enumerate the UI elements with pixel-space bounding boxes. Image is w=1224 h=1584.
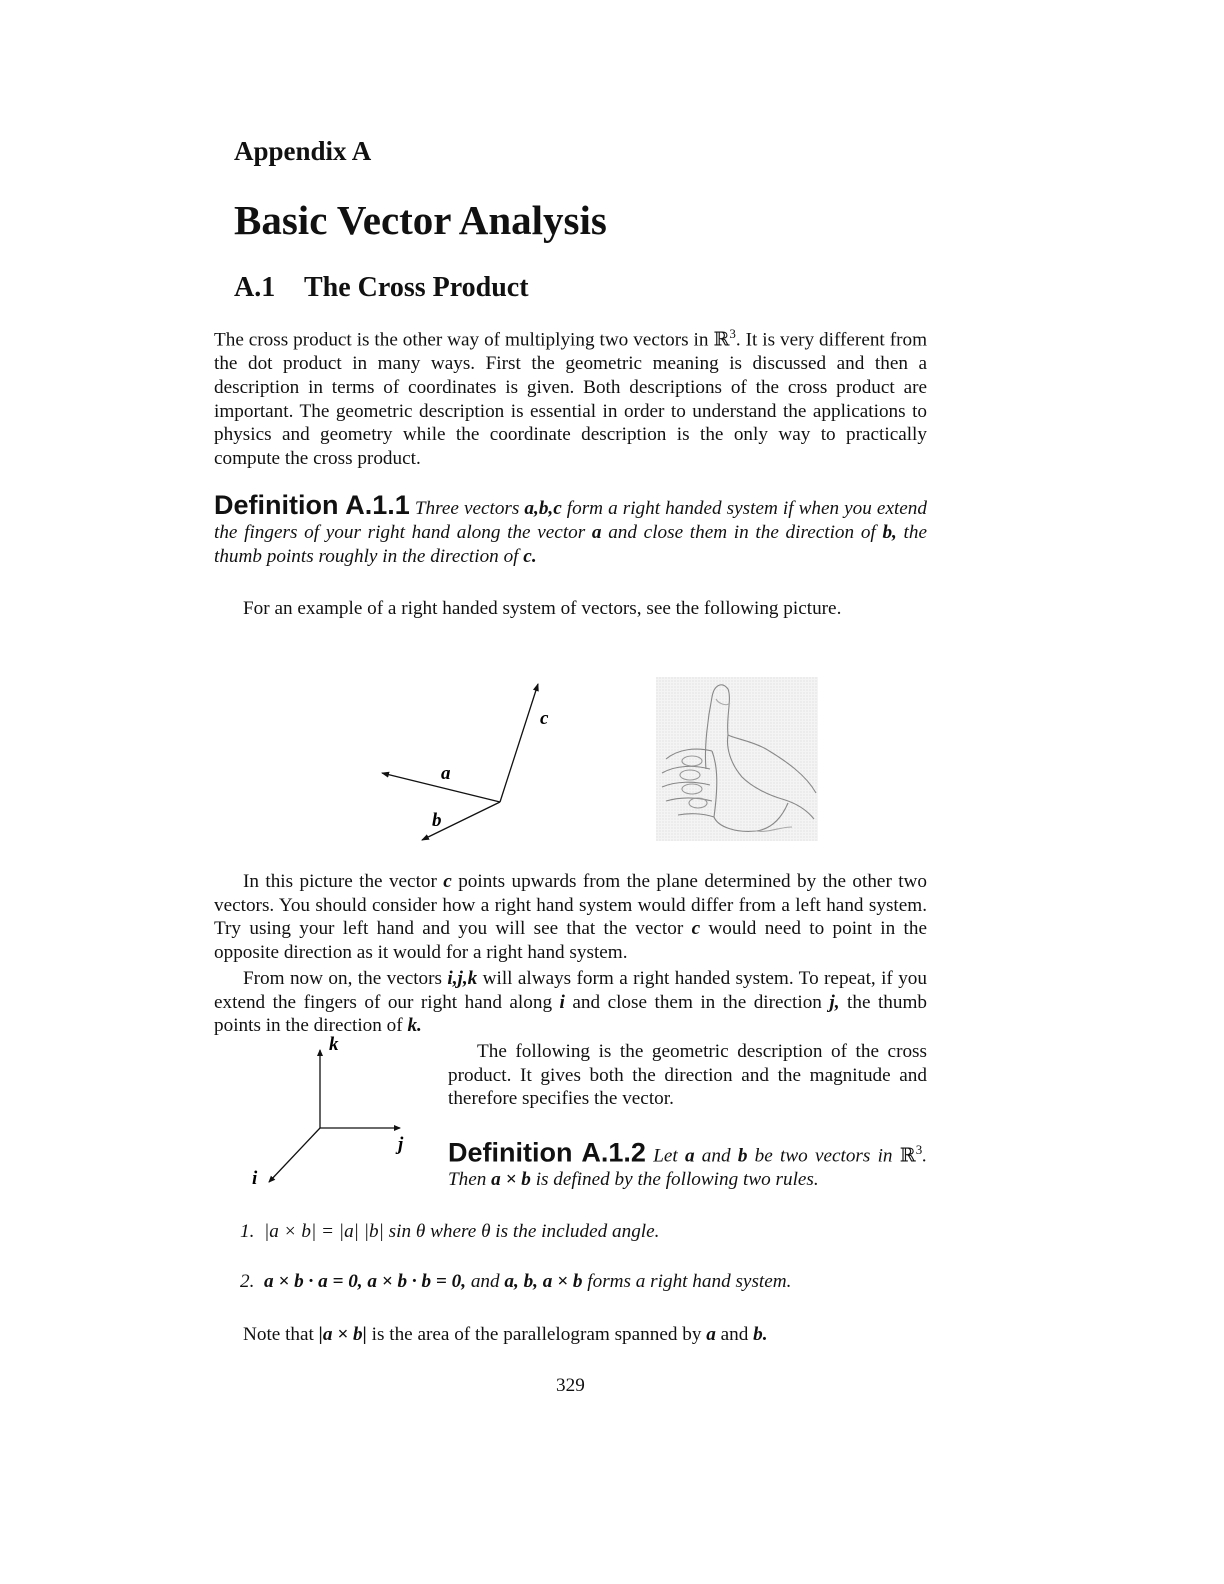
label-b: b <box>432 810 442 831</box>
rule-number: 2. <box>240 1271 255 1292</box>
rule1-text: where θ is the included angle. <box>425 1221 660 1242</box>
intro-paragraph <box>214 322 927 471</box>
def2-text: and <box>694 1145 738 1167</box>
rule2-vectors: a, b, a × b <box>504 1271 583 1292</box>
page-number: 329 <box>556 1375 585 1396</box>
para2-text: points upwards from the plane determined by the other two vectors. You should consider how a right hand system would differ from a left hand system. Try using your left hand and you will see that the vector <box>214 871 927 940</box>
rule-1 <box>240 1221 659 1243</box>
def1-text: the thumb points roughly in the direction of <box>214 522 927 567</box>
para2-text: In this picture the vector <box>243 871 444 892</box>
label-k: k <box>329 1034 339 1055</box>
def1-text: and close them in the direction of <box>601 522 883 543</box>
rule-2 <box>240 1271 791 1293</box>
note-vector-b: b. <box>753 1324 768 1345</box>
section-title: The Cross Product <box>304 272 529 303</box>
ijk-axes-figure <box>245 1030 425 1190</box>
note-text: and <box>715 1324 754 1345</box>
def2-vector-b: b <box>737 1145 748 1167</box>
rule2-text: forms a right hand system. <box>582 1271 792 1292</box>
real-numbers-symbol: ℝ <box>899 1145 916 1167</box>
section-number: A.1 <box>234 272 276 303</box>
definition-heading: Definition A.1.2 <box>448 1137 646 1168</box>
def2-text: . Then <box>448 1145 928 1191</box>
def2-exponent: 3 <box>915 1142 923 1157</box>
def1-vector-b: b, <box>882 522 897 543</box>
def1-vector-a: a <box>591 522 602 543</box>
label-j: j <box>398 1134 404 1155</box>
vectors-ijk: i,j,k <box>447 968 478 989</box>
def1-vector-c: c. <box>523 546 537 567</box>
paragraph-geometric-description: The following is the geometric description of the cross product. It gives both the direction and the magnitude and therefore specifies the vector. <box>448 1041 927 1110</box>
def2-text: Let <box>645 1145 685 1167</box>
vector-c: c <box>443 871 452 892</box>
rule2-text: and <box>466 1271 505 1292</box>
right-hand-thumbs-up-image <box>656 677 818 841</box>
real-numbers-symbol: ℝ <box>713 329 730 351</box>
para2-text: would need to point in the opposite direction as it would for a right hand system. <box>214 918 927 964</box>
right-handed-system-figure <box>370 676 570 851</box>
vector-k: k. <box>407 1015 422 1037</box>
def1-text: Three vectors <box>409 498 525 519</box>
rule1-formula: |a × b| = |a| |b| sin θ <box>263 1221 426 1242</box>
example-sentence: For an example of a right handed system of vectors, see the following picture. <box>243 598 842 619</box>
vector-i: i <box>559 991 565 1013</box>
definition-heading: Definition A.1.1 <box>214 490 410 520</box>
intro-exponent: 3 <box>729 326 736 341</box>
para3-text: will always form a right handed system. To repeat, if you extend the fingers of our right hand along <box>214 968 927 1013</box>
note-text: Note that <box>243 1324 319 1345</box>
def2-text: be two vectors in <box>747 1145 900 1167</box>
note-expression: |a × b| <box>318 1324 367 1345</box>
vector-j: j, <box>829 991 840 1013</box>
intro-text-2: . It is very different from the dot product in many ways. First the geometric meaning is discussed and then a description in terms of coordinates is given. Both descriptions of the cross product are important. The geometric description is essential in order to understand the applications to physics and geometry while the coordinate description is the only way to practically compute the cross product. <box>214 329 927 469</box>
cross-product-expr: a × b <box>491 1169 531 1191</box>
rule-number: 1. <box>240 1221 255 1242</box>
note-text: is the area of the parallelogram spanned by <box>366 1324 707 1345</box>
paragraph-right-hand <box>214 870 927 965</box>
def1-vectors: a,b,c <box>524 498 562 519</box>
vector-c: c <box>691 918 701 940</box>
def2-text: is defined by the following two rules. <box>530 1169 819 1191</box>
paragraph-ijk <box>214 967 927 1038</box>
def2-vector-a: a <box>684 1145 695 1167</box>
vector-c-arrow <box>500 684 538 802</box>
appendix-label: Appendix A <box>234 136 372 166</box>
section-heading <box>234 272 529 304</box>
rule2-formula: a × b · a = 0, a × b · b = 0, <box>263 1271 467 1292</box>
label-c: c <box>540 708 549 729</box>
definition-a-1-2 <box>448 1138 927 1192</box>
para3-text: the thumb points in the direction of <box>214 991 928 1037</box>
note-vector-a: a <box>706 1324 716 1345</box>
definition-a-1-1 <box>214 490 927 569</box>
para3-text: From now on, the vectors <box>243 968 448 989</box>
label-a: a <box>441 763 451 784</box>
para3-text: and close them in the direction <box>564 991 830 1013</box>
def1-text: form a right handed system if when you extend the fingers of your right hand along the vector <box>214 498 927 543</box>
axis-i-arrow <box>269 1128 320 1182</box>
label-i: i <box>252 1168 258 1189</box>
note-parallelogram <box>243 1324 768 1346</box>
chapter-title: Basic Vector Analysis <box>234 197 607 243</box>
intro-text-1: The cross product is the other way of multiplying two vectors in <box>214 329 714 351</box>
